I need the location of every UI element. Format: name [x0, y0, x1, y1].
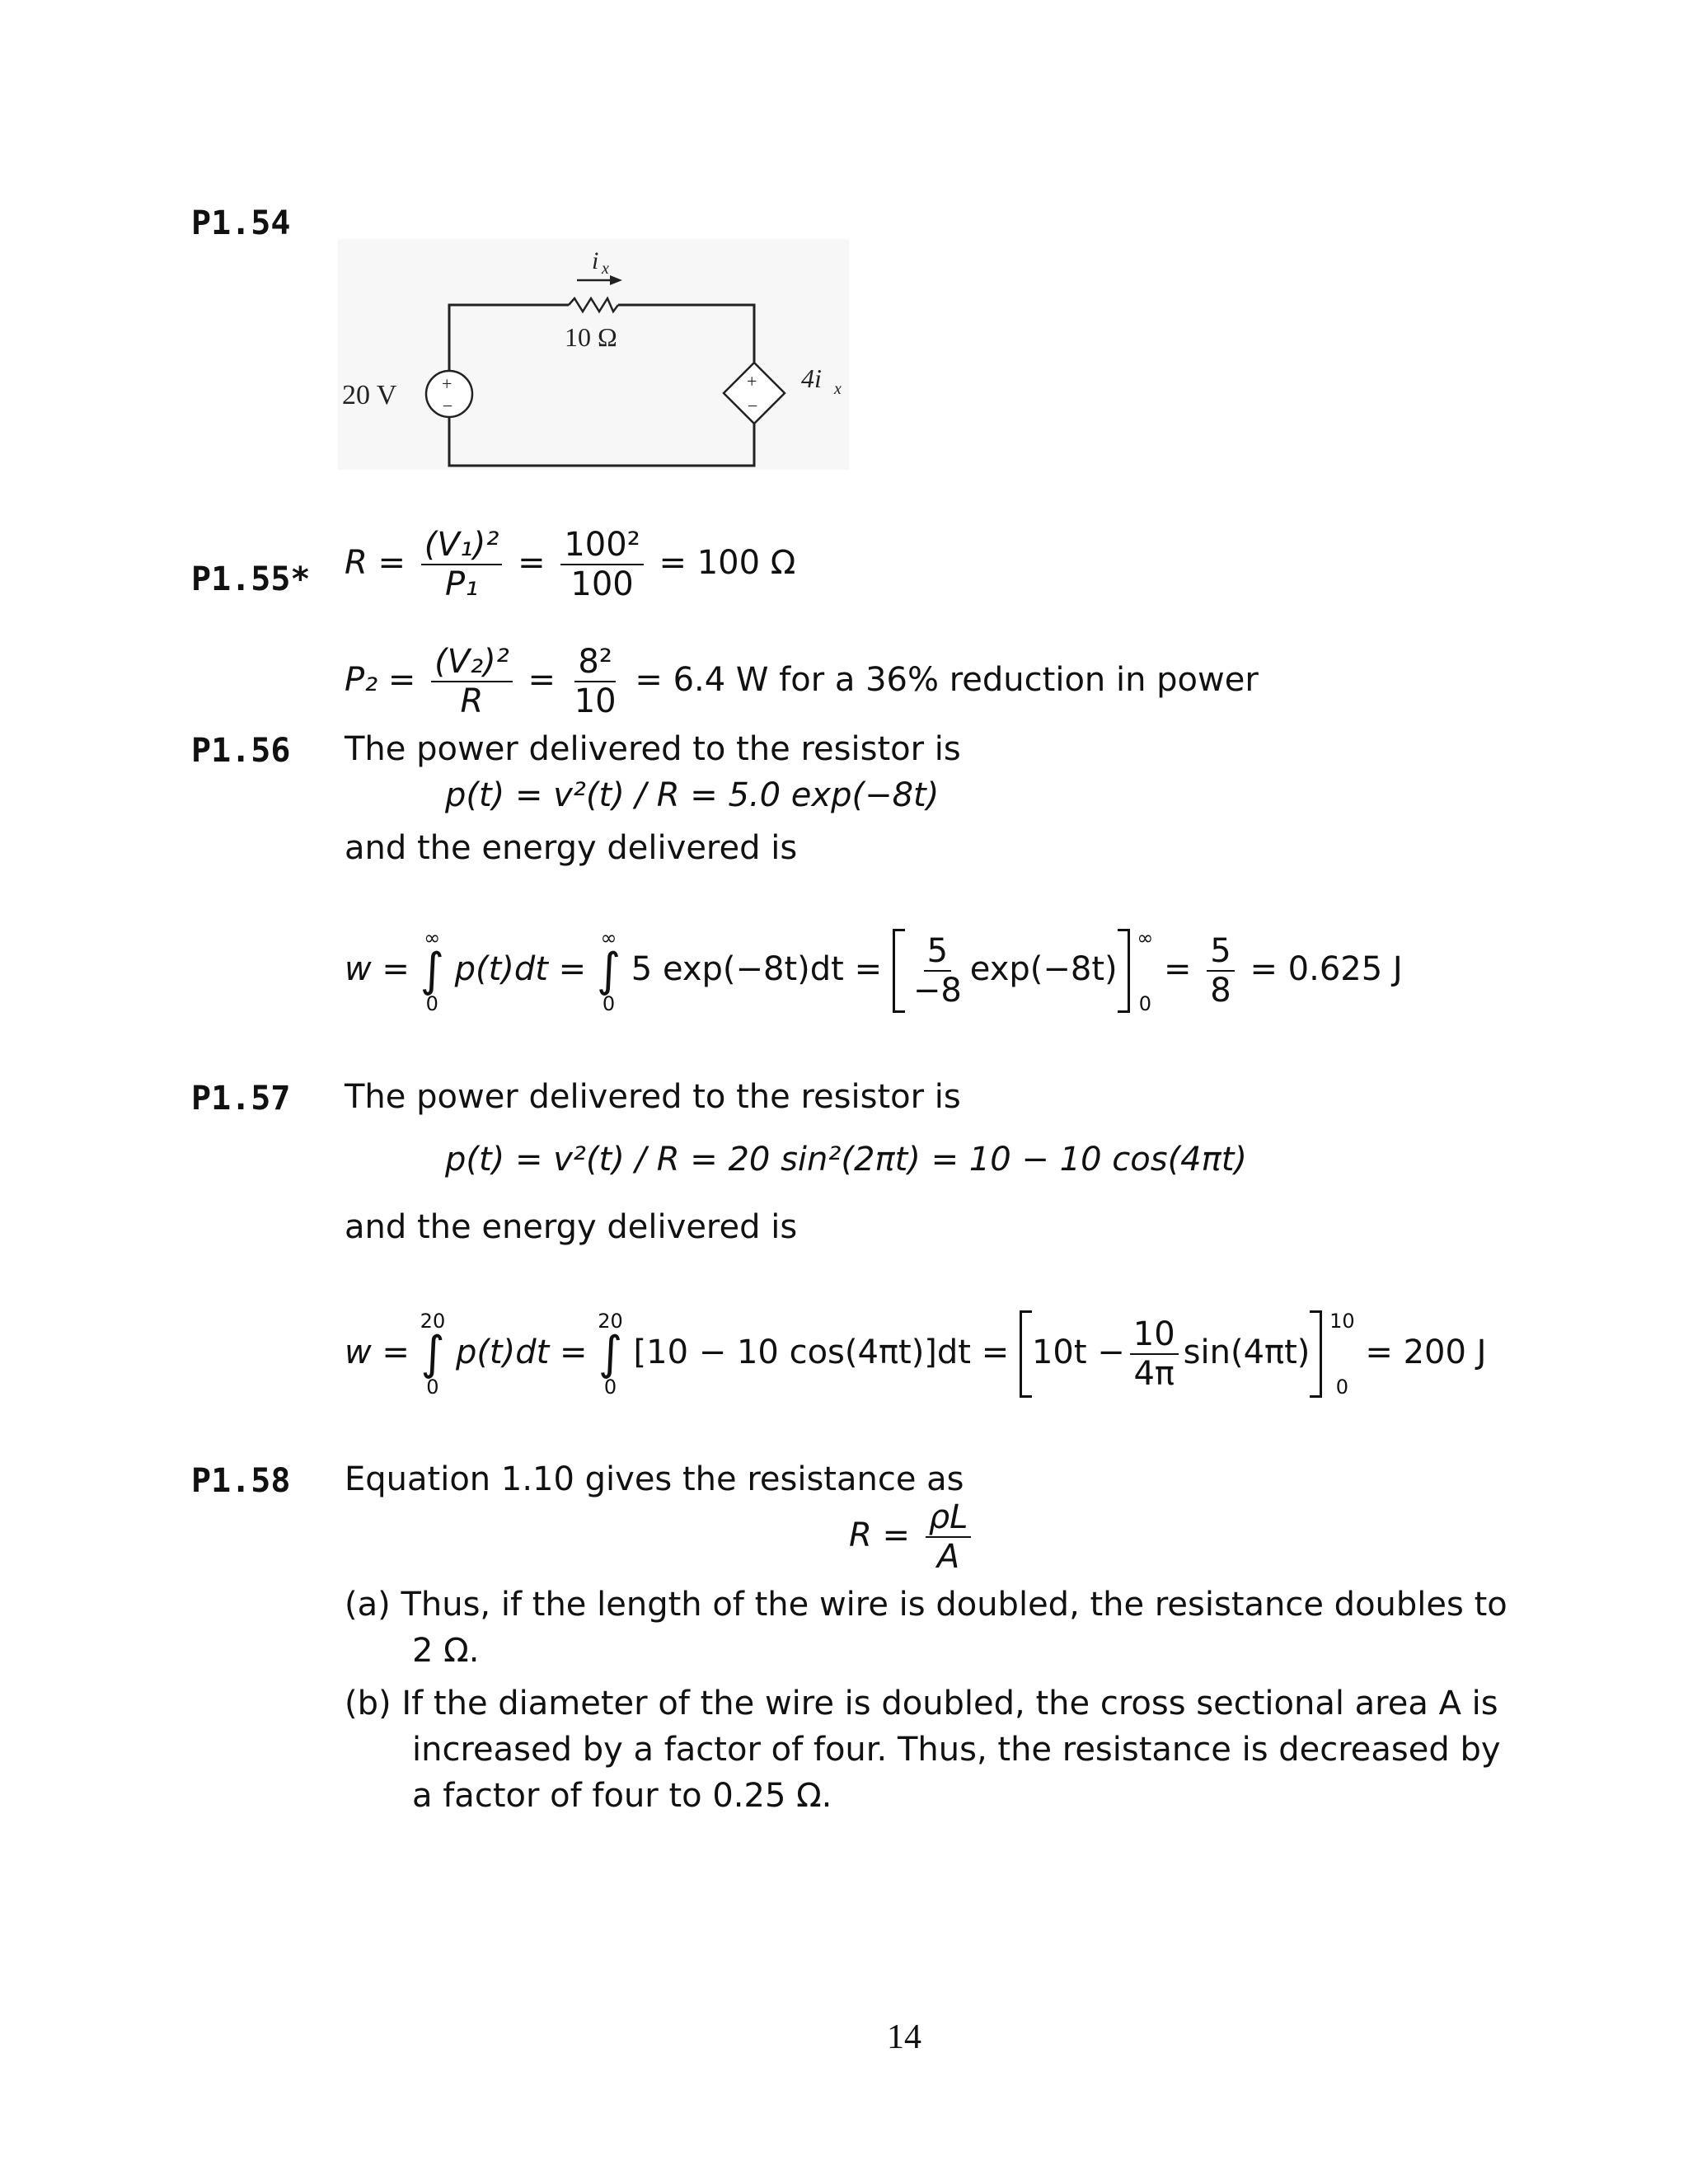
dependent-source-label: 4i: [801, 363, 822, 393]
svg-text:x: x: [834, 380, 842, 398]
problem-label-p155: P1.55*: [191, 560, 311, 598]
text-p156-line2: and the energy delivered is: [345, 829, 798, 867]
text-p158-b-line1: (b) If the diameter of the wire is doubled, the cross sectional area A is: [345, 1685, 1498, 1722]
text-p157-line2: and the energy delivered is: [345, 1208, 798, 1246]
text-p156-line1: The power delivered to the resistor is: [345, 730, 961, 768]
svg-text:+: +: [442, 373, 452, 394]
problem-label-p157: P1.57: [191, 1080, 291, 1118]
problem-label-p156: P1.56: [191, 732, 291, 770]
svg-text:−: −: [748, 396, 758, 416]
equation-p156-power: p(t) = v²(t) / R = 5.0 exp(−8t): [445, 776, 940, 814]
text-p158-a-line1: (a) Thus, if the length of the wire is doubled, the resistance doubles to: [345, 1586, 1507, 1624]
current-label: i: [592, 247, 599, 274]
svg-text:−: −: [443, 396, 453, 416]
problem-label-p154: P1.54: [191, 204, 291, 242]
text-p158-b-line3: a factor of four to 0.25 Ω.: [412, 1777, 832, 1815]
text-p157-line1: The power delivered to the resistor is: [345, 1078, 961, 1116]
equation-p156-energy: w = ∞ ∫ 0 p(t)dt = ∞ ∫ 0 5 exp(−8t)dt = $\frac{5}{-8}$ exp(−8t) ∞ 0 = $\frac{5}{8}$ = 0.625 J: [345, 926, 1403, 1015]
text-p158-a-line2: 2 Ω.: [412, 1632, 480, 1670]
resistor-label: 10 Ω: [565, 322, 617, 352]
text-p158-b-line2: increased by a factor of four. Thus, the resistance is decreased by: [412, 1731, 1501, 1769]
equation-resistance-formula: R = $\frac{\rho L}{A}$: [849, 1498, 976, 1576]
svg-text:+: +: [747, 371, 757, 391]
equation-power-p2: P₂ = $\frac{\text{(V₂)²}}{R}$ = $\frac{\text{8²}}{10}$ = 6.4 W for a 36% reduction in power: [345, 643, 1259, 720]
svg-text:x: x: [602, 260, 609, 278]
source-label: 20 V: [342, 380, 397, 410]
text-p158-line1: Equation 1.10 gives the resistance as: [345, 1460, 964, 1498]
equation-p157-energy: w = 20 ∫ 0 p(t)dt = 20 ∫ 0 [10 − 10 cos(4πt)]dt = 10t − $\frac{10}{4\pi}$ sin(4πt) 10 0 = 200 J: [345, 1310, 1487, 1399]
equation-p157-power: p(t) = v²(t) / R = 20 sin²(2πt) = 10 − 10 cos(4πt): [445, 1141, 1247, 1179]
problem-label-p158: P1.58: [191, 1462, 291, 1500]
equation-resistance: R = $\frac{\text{(V₁)²}}{\text{P₁}}$ = $\frac{\text{100²}}{100}$ = 100 Ω: [345, 526, 796, 603]
circuit-diagram: [338, 239, 849, 470]
page-number: 14: [887, 2018, 921, 2056]
